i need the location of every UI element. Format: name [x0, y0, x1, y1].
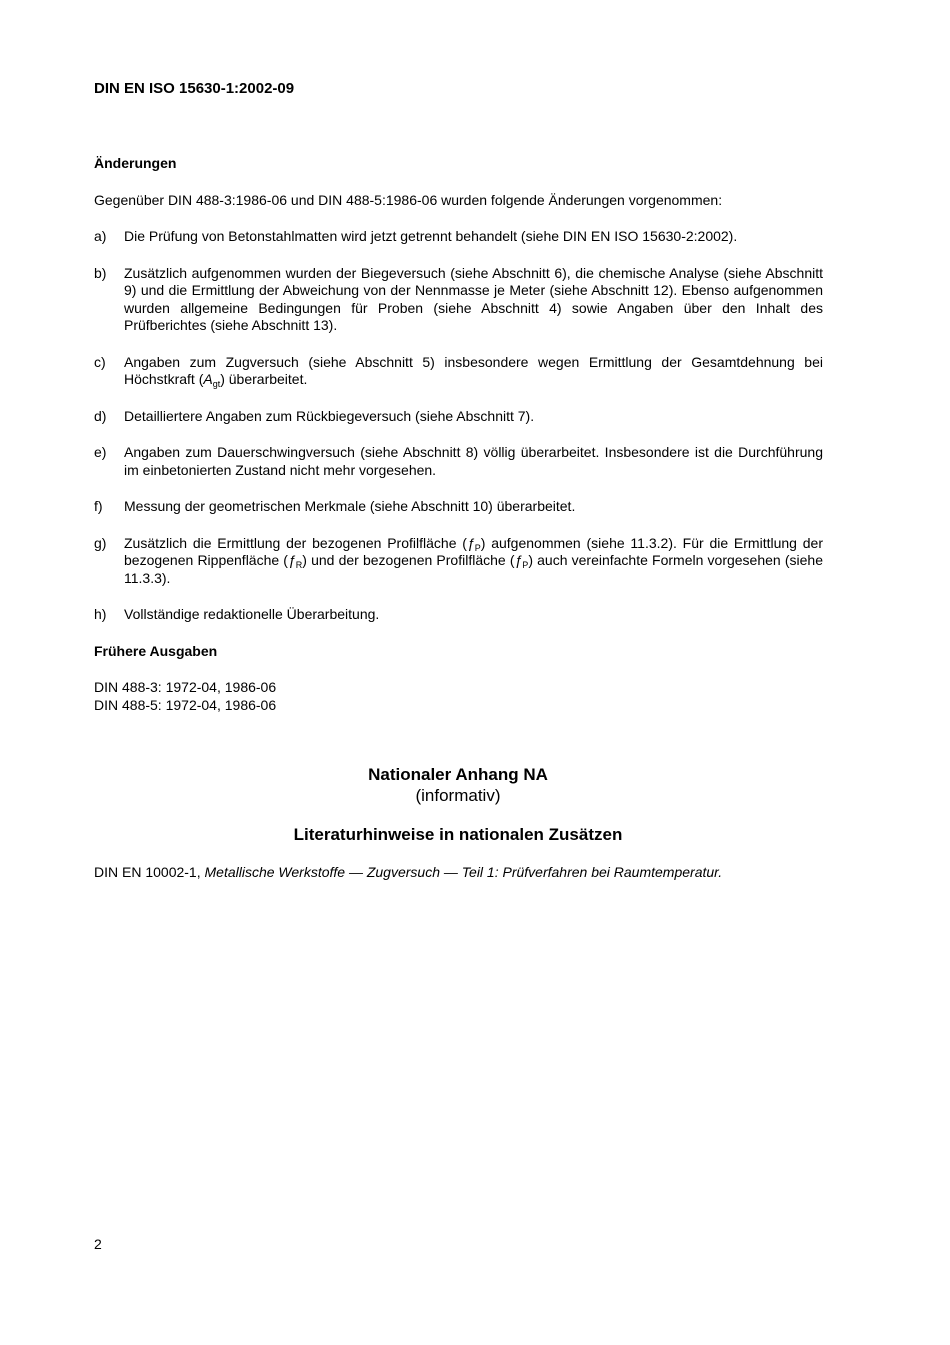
document-body	[94, 155, 823, 714]
list-marker: g)	[94, 534, 107, 551]
edition-line: DIN 488-5: 1972-04, 1986-06	[94, 696, 277, 713]
list-marker: a)	[94, 228, 107, 244]
list-marker: b)	[94, 264, 107, 281]
changes-heading: Änderungen	[94, 155, 177, 171]
list-marker: f)	[94, 498, 103, 514]
bibliography-entry	[94, 864, 854, 882]
previous-editions-list	[94, 679, 823, 714]
list-item-text: Vollständige redaktionelle Überarbeitung.	[124, 606, 380, 622]
text-segment: Zusätzlich die Ermittlung der bezogenen Profilfläche (	[124, 534, 467, 551]
annex-title: Nationaler Anhang NA	[368, 765, 548, 784]
text-segment: ) überarbeitet.	[220, 371, 308, 387]
previous-editions-heading: Frühere Ausgaben	[94, 642, 218, 659]
list-item	[94, 354, 823, 389]
page-number: 2	[94, 1236, 102, 1252]
reference-title: Metallische Werkstoffe — Zugversuch — Teil 1: Prüfverfahren bei Raumtemperatur.	[204, 864, 723, 880]
list-item	[94, 265, 823, 335]
symbol-agt: A	[203, 371, 213, 387]
annex-subtitle: (informativ)	[415, 786, 501, 805]
list-item-text: Zusätzlich aufgenommen wurden der Biegeversuch (siehe Abschnitt 6), die chemische Analyse (siehe Abschnitt 9) und die Ermittlung der Abweichung von der Nennmasse je Meter (siehe Abschnitt 12). Ebenso aufgenommen wurden allgemeine Bedingungen für Proben (siehe Abschnitt 4) sowie Angaben über den Inhalt des Prüfberichtes (siehe Abschnitt 13).	[124, 264, 823, 333]
symbol-fr: ƒ	[287, 552, 296, 568]
symbol-subscript: P	[522, 560, 529, 570]
annex-heading: Literaturhinweise in nationalen Zusätzen	[293, 825, 623, 844]
text-segment: ) und der bezogenen Profilfläche (	[302, 552, 515, 568]
list-item	[94, 444, 823, 479]
list-item	[94, 498, 823, 516]
list-item	[94, 228, 823, 246]
text-segment: ) aufgenommen (siehe 11.3.2). Für die Ermittlung der bezogenen Rippenfläche (	[124, 534, 823, 568]
document-id-header: DIN EN ISO 15630-1:2002-09	[94, 80, 295, 97]
list-marker: c)	[94, 353, 106, 370]
symbol-fp: ƒ	[514, 552, 523, 568]
list-marker: e)	[94, 444, 107, 460]
list-marker: h)	[94, 606, 107, 622]
list-item-text	[124, 535, 823, 588]
symbol-subscript: gt	[212, 379, 221, 389]
edition-line: DIN 488-3: 1972-04, 1986-06	[94, 679, 277, 695]
list-item-text: Messung der geometrischen Merkmale (siehe Abschnitt 10) überarbeitet.	[124, 498, 576, 514]
list-item-text: Angaben zum Dauerschwingversuch (siehe Abschnitt 8) völlig überarbeitet. Insbesondere ist die Durchführung im einbetonierten Zustand nicht mehr vorgesehen.	[124, 444, 823, 478]
text-segment: ) auch vereinfachte Formeln vorgesehen (siehe 11.3.3).	[124, 552, 823, 586]
symbol-subscript: P	[474, 542, 481, 553]
reference-prefix: DIN EN 10002-1,	[94, 864, 205, 880]
national-annex	[0, 764, 916, 845]
list-item-text	[124, 354, 823, 389]
list-marker: d)	[94, 407, 107, 424]
symbol-subscript: R	[295, 560, 303, 570]
list-item-text: Detailliertere Angaben zum Rückbiegeversuch (siehe Abschnitt 7).	[124, 407, 535, 424]
symbol-fp: ƒ	[466, 534, 475, 551]
list-item	[94, 408, 823, 426]
list-item	[94, 606, 823, 624]
changes-intro: Gegenüber DIN 488-3:1986-06 und DIN 488-5:1986-06 wurden folgende Änderungen vorgenommen:	[94, 191, 723, 208]
list-item-text: Die Prüfung von Betonstahlmatten wird jetzt getrennt behandelt (siehe DIN EN ISO 15630-2:2002).	[124, 228, 738, 244]
list-item	[94, 535, 823, 588]
text-segment: Angaben zum Zugversuch (siehe Abschnitt 5) insbesondere wegen Ermittlung der Gesamtdehnung bei Höchstkraft (	[124, 353, 823, 387]
